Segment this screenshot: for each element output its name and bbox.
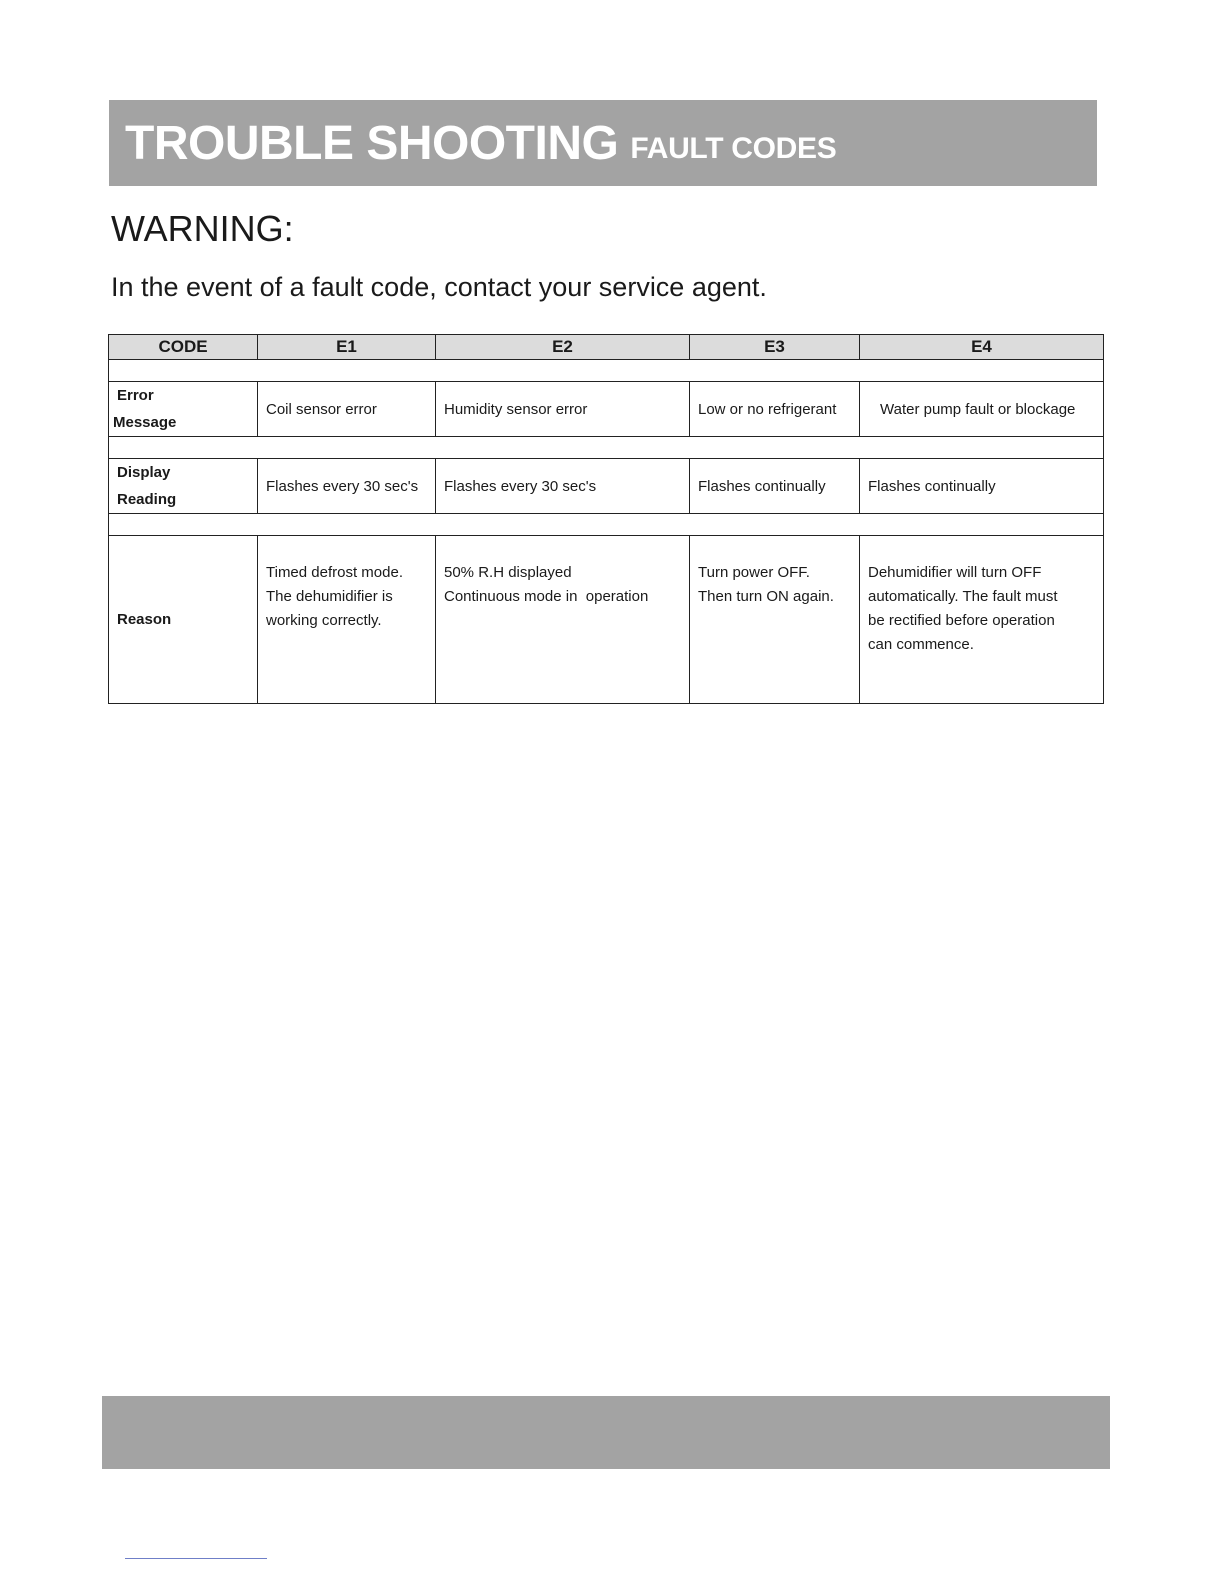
spacer-row [109,437,1104,459]
spacer-row [109,360,1104,382]
cell-e4-reason: Dehumidifier will turn OFF automatically. The fault must be rectified before operation can commence. [860,536,1104,704]
table-row-display-reading [109,459,1104,514]
cell-e2-display: Flashes every 30 sec's [436,459,690,514]
header-e2: E2 [436,335,690,360]
footer-band [102,1396,1110,1469]
table-row-reason [109,536,1104,704]
title-banner [109,100,1097,186]
cell-e2-reason: 50% R.H displayed Continuous mode in operation [436,536,690,704]
cell-e1-message: Coil sensor error [258,382,436,437]
table-header-row [109,335,1104,360]
header-code: CODE [109,335,258,360]
cell-e4-display: Flashes continually [860,459,1104,514]
cell-e3-reason: Turn power OFF. Then turn ON again. [690,536,860,704]
fault-code-table [108,334,1104,704]
row-label-display-reading: Display Reading [109,459,258,514]
warning-text: In the event of a fault code, contact your service agent. [111,272,767,302]
header-e3: E3 [690,335,860,360]
footer-divider [125,1558,267,1559]
row-label-reason: Reason [109,536,258,704]
page-title: TROUBLE SHOOTING [125,116,619,170]
header-e4: E4 [860,335,1104,360]
cell-e3-display: Flashes continually [690,459,860,514]
warning-heading: WARNING: [111,208,294,249]
page-subtitle: FAULT CODES [630,132,837,165]
cell-e4-message: Water pump fault or blockage [860,382,1104,437]
row-label-error-message: Error Message [109,382,258,437]
cell-e2-message: Humidity sensor error [436,382,690,437]
cell-e3-message: Low or no refrigerant [690,382,860,437]
table-row-error-message [109,382,1104,437]
spacer-row [109,514,1104,536]
cell-e1-display: Flashes every 30 sec's [258,459,436,514]
cell-e1-reason: Timed defrost mode. The dehumidifier is working correctly. [258,536,436,704]
header-e1: E1 [258,335,436,360]
